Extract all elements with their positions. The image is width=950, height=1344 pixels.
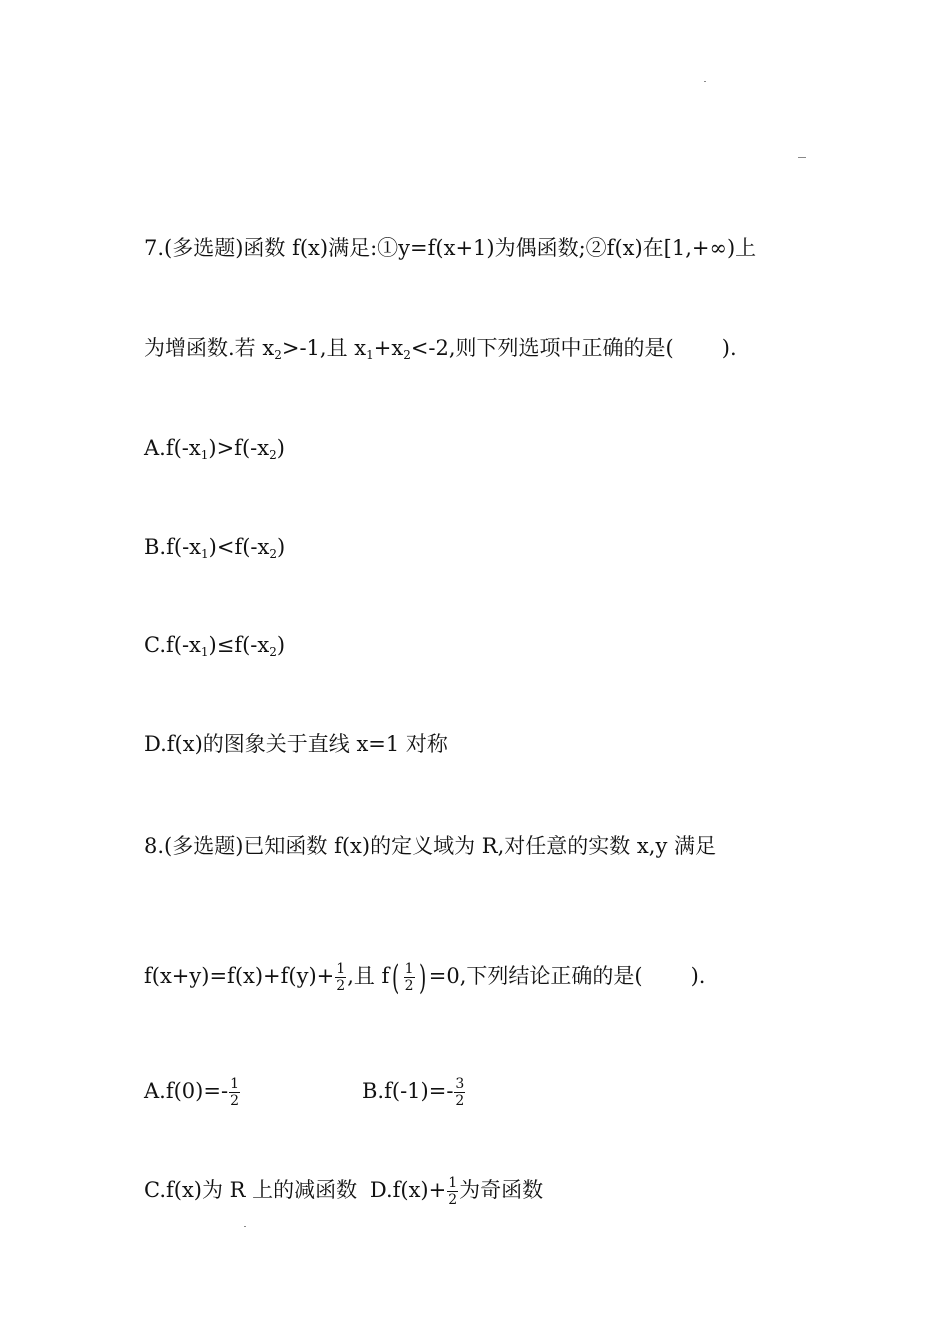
q8-stem-line2: f(x+y)=f(x)+f(y)+ $\frac{1}{2}$ ,且 f( $\frac{1}{2}$ ) =0,下列结论正确的是( ). bbox=[144, 957, 706, 998]
q7-option-d: D.f(x)的图象关于直线 x=1 对称 bbox=[144, 732, 448, 756]
q7-option-b: $B.f(-x_1)<f(-x_2)$ bbox=[144, 535, 286, 561]
scan-speck bbox=[704, 81, 706, 82]
q8-option-a: A.f(0)=- $\frac{1}{2}$ bbox=[144, 1076, 239, 1109]
scan-speck bbox=[798, 157, 806, 158]
fraction-three-halves: $\frac{3}{2}$ bbox=[455, 1076, 465, 1109]
q7-option-a: $A.f(-x_1)>f(-x_2)$ bbox=[144, 436, 285, 462]
q8-stem-line1: 8.(多选题)已知函数 f(x)的定义域为 R,对任意的实数 x,y 满足 bbox=[144, 834, 716, 858]
fraction-one-half: $\frac{1}{2}$ bbox=[404, 961, 414, 994]
q7-stem-line2: 为增函数.若 $x_2>-1$,且 $x_1+x_2<-2$,则下列选项中正确的是( ). bbox=[144, 336, 737, 362]
right-paren: ) bbox=[418, 957, 426, 998]
q8-option-d: D.f(x)+ $\frac{1}{2}$ 为奇函数 bbox=[369, 1175, 544, 1208]
q8-option-c: C.f(x)为 R 上的减函数 bbox=[144, 1178, 358, 1202]
fraction-one-half: $\frac{1}{2}$ bbox=[448, 1175, 458, 1208]
scan-speck bbox=[244, 1226, 246, 1227]
fraction-one-half: $\frac{1}{2}$ bbox=[230, 1076, 239, 1109]
q8-options-c-d bbox=[144, 1175, 543, 1208]
left-paren: ( bbox=[392, 957, 400, 998]
q7-option-c: $C.f(-x_1)\le f(-x_2)$ bbox=[144, 633, 286, 659]
q7-stem-line1: 7.(多选题)函数 f(x)满足:①y=f(x+1)为偶函数;②f(x)在[1,+∞)上 bbox=[144, 236, 757, 260]
q8-option-b: B.f(-1)=- $\frac{3}{2}$ bbox=[362, 1076, 465, 1109]
fraction-one-half: $\frac{1}{2}$ bbox=[336, 961, 346, 994]
